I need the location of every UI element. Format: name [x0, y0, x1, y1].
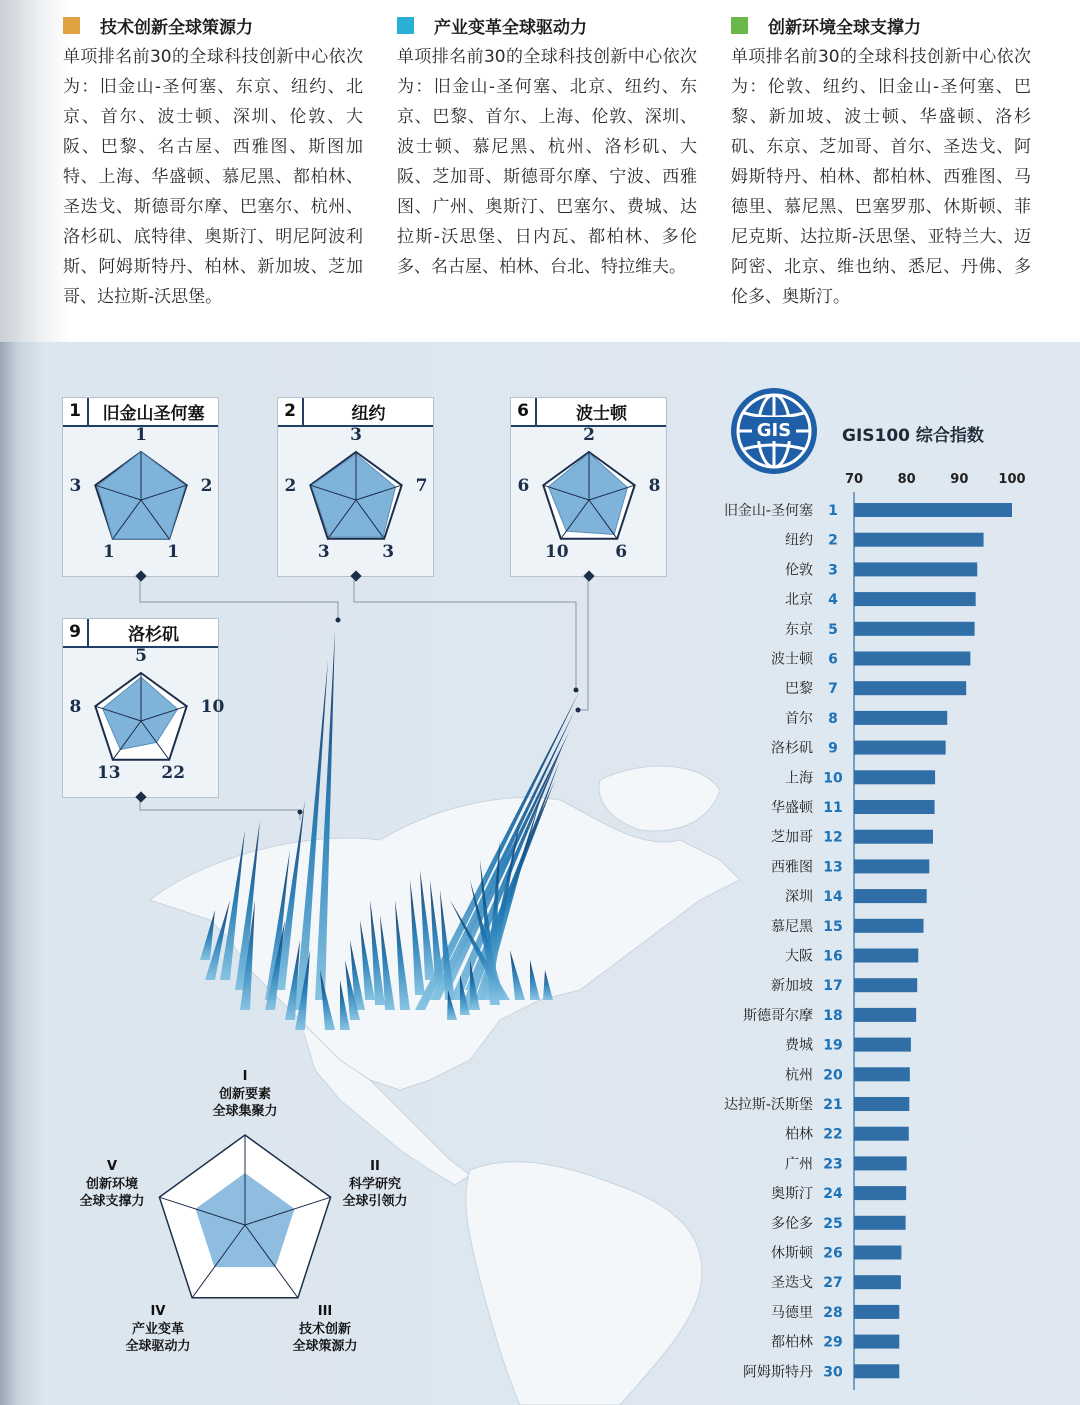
- bar-category-label: 上海: [785, 770, 813, 787]
- radar-value: 13: [96, 762, 121, 783]
- bar: [854, 1127, 909, 1141]
- dimension-legend: [60, 1060, 440, 1354]
- card-rank: 1: [63, 398, 89, 425]
- bar-category-label: 旧金山-圣何塞: [723, 503, 813, 519]
- bar: [854, 681, 966, 695]
- bar-rank-label: 15: [823, 918, 843, 935]
- city-radar-chart: [278, 398, 433, 576]
- bar-category-label: 洛杉矶: [771, 740, 813, 757]
- bar-category-label: 柏林: [785, 1126, 813, 1143]
- axis-tick-label: 70: [844, 472, 864, 487]
- bar: [854, 1186, 906, 1200]
- bar-rank-label: 18: [823, 1007, 843, 1024]
- bar: [854, 1038, 911, 1052]
- radar-value: 10: [200, 697, 225, 718]
- bar-category-label: 多伦多: [771, 1215, 813, 1232]
- legend-dim-line1: 科学研究: [348, 1177, 402, 1192]
- radar-value: 10: [544, 541, 569, 562]
- bar-category-label: 广州: [785, 1156, 813, 1173]
- card-city-name: 纽约: [351, 404, 386, 424]
- bar-rank-label: 3: [828, 562, 838, 579]
- bar: [854, 1008, 916, 1022]
- bar-category-label: 慕尼黑: [771, 918, 813, 935]
- city-radar-chart: [63, 619, 225, 797]
- bar-rank-label: 24: [823, 1186, 843, 1203]
- bar-category-label: 圣迭戈: [771, 1275, 813, 1292]
- connector-line: [578, 580, 588, 710]
- radar-value: 1: [135, 425, 147, 445]
- bar-category-label: 西雅图: [771, 859, 813, 876]
- bar-category-label: 深圳: [785, 889, 813, 906]
- bar-rank-label: 26: [823, 1245, 843, 1262]
- legend-dim-number: I: [242, 1069, 248, 1084]
- bar-rank-label: 20: [823, 1067, 843, 1084]
- bar: [854, 1335, 899, 1349]
- radar-value: 2: [583, 425, 595, 445]
- bar-category-label: 马德里: [771, 1304, 813, 1321]
- bar-rank-label: 27: [823, 1275, 843, 1292]
- bar: [854, 592, 976, 606]
- column-text: 单项排名前30的全球科技创新中心依次为：旧金山-圣何塞、北京、纽约、东京、巴黎、首尔、上海、伦敦、深圳、波士顿、慕尼黑、杭州、洛杉矶、大阪、芝加哥、斯德哥尔摩、宁波、西雅图、广州、奥斯汀、巴塞尔、费城、达拉斯-沃思堡、日内瓦、都柏林、多伦多、名古屋、柏林、台北、特拉维夫。: [397, 47, 697, 277]
- legend-dim-line2: 全球支撑力: [79, 1194, 145, 1209]
- column-title: 创新环境全球支撑力: [768, 17, 921, 38]
- bar-category-label: 新加坡: [771, 978, 813, 995]
- bar: [854, 770, 935, 784]
- bar-category-label: 斯德哥尔摩: [743, 1007, 813, 1024]
- bar: [854, 1156, 907, 1170]
- bar-rank-label: 9: [828, 740, 838, 757]
- radar-value: 6: [517, 476, 530, 497]
- radar-value: 5: [135, 646, 147, 666]
- legend-dim-line1: 技术创新: [298, 1322, 352, 1337]
- bar-rank-label: 16: [823, 948, 843, 965]
- bar-category-label: 北京: [785, 592, 813, 609]
- bar: [854, 800, 935, 814]
- bar: [854, 1246, 901, 1260]
- legend-dim-line1: 产业变革: [131, 1322, 185, 1337]
- bar-rank-label: 1: [828, 503, 838, 519]
- connector-dot: [336, 618, 341, 623]
- legend-dim-line1: 创新要素: [218, 1087, 272, 1102]
- bar-category-label: 东京: [785, 621, 813, 638]
- bar: [854, 1067, 910, 1081]
- bar-rank-label: 12: [823, 829, 843, 846]
- bar: [854, 711, 947, 725]
- bar-category-label: 伦敦: [785, 562, 813, 579]
- south-america-landmass: [466, 1162, 702, 1405]
- bar: [854, 622, 975, 636]
- legend-dim-number: V: [106, 1159, 118, 1174]
- connector-line: [354, 580, 576, 690]
- bar: [854, 1275, 901, 1289]
- bar-rank-label: 29: [823, 1334, 843, 1351]
- bar: [854, 830, 933, 844]
- connector-dot: [576, 708, 581, 713]
- city-card-ny: [277, 397, 434, 577]
- bar-rank-label: 17: [823, 978, 843, 995]
- gis100-bar-chart: [700, 460, 1060, 1395]
- radar-value: 1: [167, 541, 180, 562]
- bar-category-label: 达拉斯-沃斯堡: [723, 1097, 813, 1113]
- bar-rank-label: 7: [828, 681, 838, 698]
- bar: [854, 533, 984, 547]
- card-city-name: 波士顿: [576, 404, 627, 424]
- legend-dim-line2: 全球引领力: [342, 1194, 408, 1209]
- city-card-sf: [62, 397, 219, 577]
- bar-rank-label: 21: [823, 1097, 843, 1113]
- bar: [854, 1364, 899, 1378]
- legend-dim-number: II: [370, 1159, 380, 1174]
- bar-rank-label: 14: [823, 889, 843, 906]
- bar-rank-label: 19: [823, 1037, 843, 1054]
- card-city-name: 旧金山圣何塞: [102, 404, 205, 424]
- bar-category-label: 巴黎: [785, 681, 813, 698]
- bar: [854, 652, 970, 666]
- bar-rank-label: 13: [823, 859, 843, 876]
- bar-category-label: 芝加哥: [771, 829, 813, 846]
- bar-rank-label: 28: [823, 1304, 843, 1321]
- bar: [854, 741, 946, 755]
- bar-category-label: 首尔: [785, 710, 813, 727]
- radar-value: 2: [200, 476, 213, 497]
- legend-dim-line2: 全球集聚力: [212, 1104, 278, 1119]
- radar-value: 3: [317, 541, 330, 562]
- bar: [854, 949, 918, 963]
- bar-category-label: 华盛顿: [771, 800, 813, 816]
- radar-value: 1: [102, 541, 115, 562]
- connector-line: [140, 580, 338, 620]
- radar-value: 7: [415, 476, 428, 497]
- column-title: 技术创新全球策源力: [100, 17, 253, 38]
- legend-dim-line2: 全球策源力: [292, 1339, 358, 1354]
- axis-tick-label: 80: [897, 472, 916, 487]
- bar-rank-label: 2: [828, 532, 838, 549]
- radar-value: 22: [161, 762, 186, 783]
- bar-category-label: 都柏林: [771, 1334, 813, 1351]
- bar-category-label: 纽约: [785, 532, 813, 549]
- axis-tick-label: 100: [998, 472, 1026, 487]
- radar-value: 8: [648, 476, 661, 497]
- connector-dot: [574, 688, 579, 693]
- bar-rank-label: 22: [823, 1126, 843, 1143]
- bar-category-label: 休斯顿: [771, 1245, 813, 1262]
- bar: [854, 503, 1012, 517]
- bar-rank-label: 23: [823, 1156, 843, 1173]
- bar-rank-label: 6: [828, 651, 838, 668]
- city-radar-chart: [511, 398, 666, 576]
- radar-value: 3: [69, 476, 82, 497]
- legend-dim-number: IV: [150, 1304, 166, 1319]
- bar-category-label: 奥斯汀: [771, 1186, 813, 1203]
- bar-rank-label: 8: [828, 710, 838, 727]
- bar: [854, 978, 917, 992]
- card-city-name: 洛杉矶: [128, 625, 179, 645]
- connector-dot: [298, 810, 303, 815]
- bar-category-label: 杭州: [785, 1067, 813, 1084]
- bar: [854, 1097, 909, 1111]
- radar-value: 8: [69, 697, 82, 718]
- bar: [854, 919, 924, 933]
- bar-rank-label: 5: [828, 621, 838, 638]
- bar-category-label: 费城: [785, 1037, 813, 1054]
- bar: [854, 562, 977, 576]
- radar-value: 6: [615, 541, 628, 562]
- column-title: 产业变革全球驱动力: [434, 17, 587, 38]
- bar: [854, 889, 927, 903]
- bar: [854, 1216, 906, 1230]
- card-rank: 6: [511, 398, 537, 425]
- axis-tick-label: 90: [950, 472, 969, 487]
- bar: [854, 859, 929, 873]
- connector-line: [140, 800, 300, 820]
- card-rank: 9: [63, 619, 89, 646]
- column-text: 单项排名前30的全球科技创新中心依次为：伦敦、纽约、旧金山-圣何塞、巴黎、新加坡、波士顿、华盛顿、洛杉矶、东京、芝加哥、首尔、圣迭戈、阿姆斯特丹、柏林、都柏林、西雅图、马德里、慕尼黑、巴塞罗那、休斯顿、菲尼克斯、达拉斯-沃思堡、亚特兰大、迈阿密、北京、维也纳、悉尼、丹佛、多伦多、奥斯汀。: [731, 47, 1031, 307]
- bar-rank-label: 11: [823, 800, 843, 816]
- bar-category-label: 波士顿: [771, 651, 813, 668]
- city-radar-chart: [63, 398, 218, 576]
- bar-rank-label: 25: [823, 1215, 843, 1232]
- radar-value: 3: [350, 425, 362, 445]
- legend-dim-line1: 创新环境: [85, 1177, 139, 1192]
- logo-text: GIS: [756, 420, 792, 441]
- chart-title: GIS100 综合指数: [842, 426, 984, 446]
- legend-dim-number: III: [317, 1304, 333, 1319]
- bar: [854, 1305, 899, 1319]
- radar-value: 2: [284, 476, 297, 497]
- legend-dim-line2: 全球驱动力: [125, 1339, 191, 1354]
- card-rank: 2: [278, 398, 304, 425]
- bar-category-label: 阿姆斯特丹: [743, 1364, 813, 1381]
- city-card-la: [62, 618, 225, 798]
- radar-value: 3: [382, 541, 395, 562]
- bar-rank-label: 10: [823, 770, 843, 787]
- column-text: 单项排名前30的全球科技创新中心依次为：旧金山-圣何塞、东京、纽约、北京、首尔、波士顿、深圳、伦敦、大阪、巴黎、名古屋、西雅图、斯图加特、上海、华盛顿、慕尼黑、都柏林、圣迭戈、斯德哥尔摩、巴塞尔、杭州、洛杉矶、底特律、奥斯汀、明尼阿波利斯、阿姆斯特丹、柏林、新加坡、芝加哥、达拉斯-沃思堡。: [63, 47, 363, 307]
- bar-rank-label: 4: [828, 592, 838, 609]
- bar-category-label: 大阪: [785, 948, 813, 965]
- bar-rank-label: 30: [823, 1364, 843, 1381]
- city-card-boston: [510, 397, 667, 577]
